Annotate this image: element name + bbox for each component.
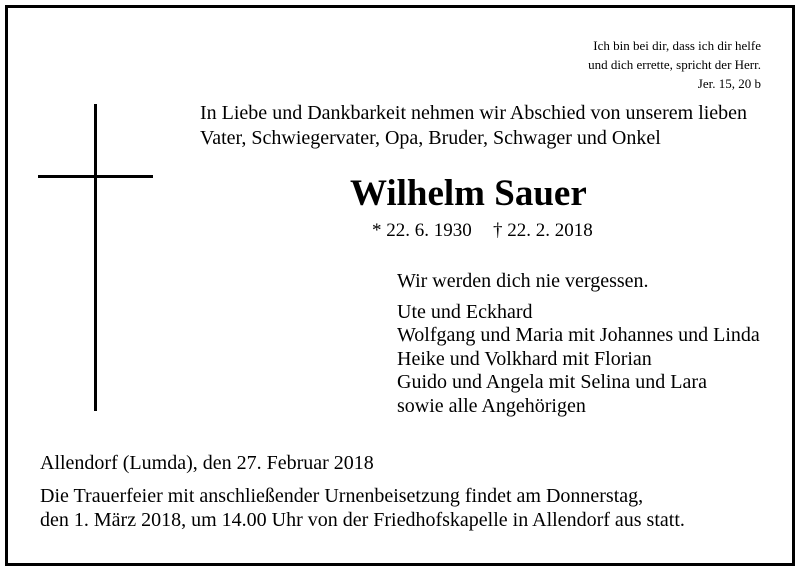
verse-line-2: und dich errette, spricht der Herr.	[588, 57, 761, 72]
mourner-line: Ute und Eckhard	[397, 300, 533, 323]
birth-date: * 22. 6. 1930	[372, 220, 472, 241]
place-and-date: Allendorf (Lumda), den 27. Februar 2018	[40, 452, 374, 474]
bible-verse	[588, 36, 761, 93]
service-line-2: den 1. März 2018, um 14.00 Uhr von der Friedhofskapelle in Allendorf aus statt.	[40, 509, 685, 531]
cross-icon-crossbar	[38, 175, 153, 178]
mourner-line: Heike und Volkhard mit Florian	[397, 347, 652, 370]
farewell-line: Wir werden dich nie vergessen.	[397, 270, 649, 292]
mourner-line: Wolfgang und Maria mit Johannes und Linda	[397, 324, 760, 346]
verse-line-1: Ich bin bei dir, dass ich dir helfe	[593, 38, 761, 53]
intro-line-1: In Liebe und Dankbarkeit nehmen wir Abschied von unserem lieben	[200, 102, 748, 124]
mourner-line: sowie alle Angehörigen	[397, 394, 586, 417]
funeral-service-info	[40, 484, 685, 532]
cross-icon	[94, 104, 97, 411]
mourner-line: Guido und Angela mit Selina und Lara	[397, 371, 707, 393]
intro-line-2: Vater, Schwiegervater, Opa, Bruder, Schwager und Onkel	[200, 127, 661, 149]
mourners-list	[397, 270, 760, 418]
verse-reference: Jer. 15, 20 b	[697, 76, 761, 91]
death-date: † 22. 2. 2018	[493, 220, 593, 241]
intro-text	[200, 101, 747, 151]
service-line-1: Die Trauerfeier mit anschließender Urnenbeisetzung findet am Donnerstag,	[40, 485, 644, 507]
deceased-name: Wilhelm Sauer	[350, 173, 587, 214]
